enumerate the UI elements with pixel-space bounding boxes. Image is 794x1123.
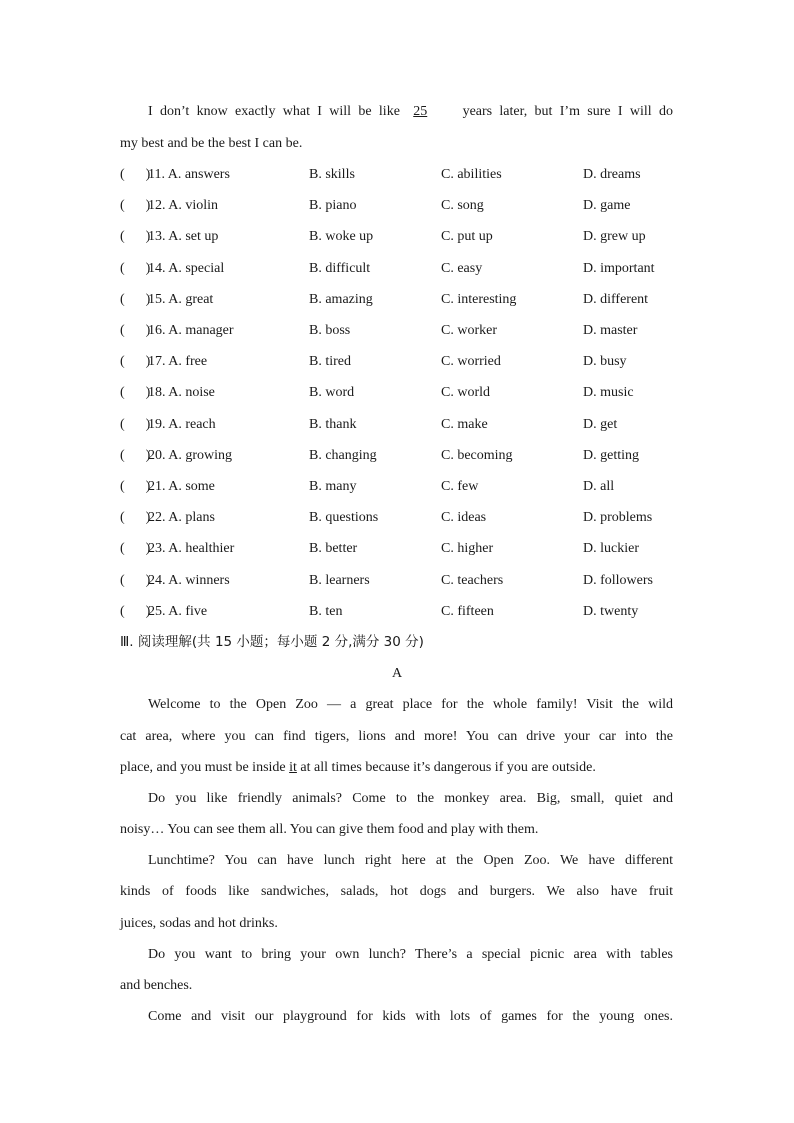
- option-c: C. fifteen: [441, 603, 494, 619]
- option-a: 24. A. winners: [148, 572, 230, 588]
- option-c: C. easy: [441, 260, 483, 276]
- option-d: D. different: [583, 291, 649, 307]
- passage-line: Come and visit our playground for kids with lots of games for the young ones.: [148, 1009, 673, 1024]
- option-b: B. piano: [309, 198, 357, 214]
- passage-line: juices, sodas and hot drinks.: [120, 916, 278, 931]
- answer-paren: ( ): [120, 385, 151, 401]
- answer-paren: ( ): [120, 447, 151, 463]
- question-row: [0, 539, 794, 559]
- question-row: [0, 446, 794, 466]
- option-a: 21. A. some: [148, 479, 215, 494]
- passage-text: place, and you must be inside: [120, 760, 286, 775]
- answer-paren: ( ): [120, 291, 151, 307]
- option-d: D. important: [583, 260, 655, 276]
- answer-blank: 25: [413, 104, 428, 119]
- answer-paren: ( ): [120, 354, 151, 370]
- question-row: [0, 227, 794, 247]
- option-a: 20. A. growing: [148, 447, 232, 463]
- option-c: C. worker: [441, 323, 497, 338]
- answer-paren: ( ): [120, 167, 151, 182]
- option-c: C. world: [441, 385, 490, 401]
- question-row: [0, 352, 794, 372]
- option-b: B. tired: [309, 354, 351, 370]
- section-title: Ⅲ. 阅读理解(共 15 小题；每小题 2 分,满分 30 分): [120, 634, 424, 650]
- option-c: C. few: [441, 479, 479, 494]
- option-d: D. master: [583, 323, 638, 338]
- option-b: B. changing: [309, 447, 377, 463]
- option-d: D. get: [583, 416, 618, 432]
- option-a: 14. A. special: [148, 260, 225, 276]
- option-d: D. getting: [583, 447, 639, 463]
- answer-paren: ( ): [120, 416, 151, 432]
- option-a: 25. A. five: [148, 603, 208, 619]
- passage-line: Welcome to the Open Zoo — a great place for the whole family! Visit the wild: [148, 697, 673, 712]
- option-a: 22. A. plans: [148, 510, 215, 526]
- intro-text-before: I don’t know exactly what I will be like: [148, 104, 400, 119]
- question-row: [0, 259, 794, 279]
- option-d: D. game: [583, 198, 631, 214]
- option-b: B. boss: [309, 323, 351, 338]
- question-row: [0, 508, 794, 528]
- answer-paren: ( ): [120, 229, 151, 245]
- question-row: [0, 571, 794, 591]
- intro-line-1: [148, 102, 673, 122]
- option-c: C. make: [441, 416, 488, 432]
- passage-text: at all times because it’s dangerous if you are outside.: [300, 760, 596, 775]
- question-row: [0, 383, 794, 403]
- question-row: [0, 290, 794, 310]
- answer-paren: ( ): [120, 260, 151, 276]
- option-b: B. amazing: [309, 291, 373, 307]
- passage-line: and benches.: [120, 978, 193, 993]
- option-d: D. dreams: [583, 167, 641, 182]
- option-b: B. learners: [309, 572, 370, 588]
- question-row: [0, 602, 794, 622]
- option-d: D. busy: [583, 354, 627, 370]
- option-d: D. all: [583, 479, 615, 494]
- passage-line: [120, 758, 673, 778]
- answer-paren: ( ): [120, 323, 151, 338]
- option-a: 16. A. manager: [148, 323, 234, 338]
- option-b: B. woke up: [309, 229, 374, 245]
- answer-paren: ( ): [120, 479, 151, 494]
- option-a: 17. A. free: [148, 354, 208, 370]
- answer-paren: ( ): [120, 541, 151, 557]
- answer-paren: ( ): [120, 572, 151, 588]
- passage-label: A: [391, 666, 403, 681]
- passage-line: Lunchtime? You can have lunch right here at the Open Zoo. We have different: [148, 853, 673, 868]
- option-b: B. ten: [309, 603, 343, 619]
- option-a: 13. A. set up: [148, 229, 219, 245]
- option-a: 19. A. reach: [148, 416, 216, 432]
- option-d: D. grew up: [583, 229, 646, 245]
- option-d: D. music: [583, 385, 634, 401]
- option-c: C. higher: [441, 541, 494, 557]
- option-c: C. ideas: [441, 510, 487, 526]
- intro-text-after: years later, but I’m sure I will do: [462, 104, 674, 119]
- question-row: [0, 415, 794, 435]
- intro-line-2: my best and be the best I can be.: [120, 136, 303, 151]
- option-c: C. worried: [441, 354, 501, 370]
- underlined-word: it: [289, 760, 297, 775]
- option-c: C. song: [441, 198, 484, 214]
- option-d: D. luckier: [583, 541, 639, 557]
- answer-paren: ( ): [120, 510, 151, 526]
- option-c: C. interesting: [441, 291, 517, 307]
- passage-line: cat area, where you can find tigers, lions and more! You can drive your car into the: [120, 729, 673, 744]
- option-b: B. questions: [309, 510, 379, 526]
- option-a: 15. A. great: [148, 291, 214, 307]
- option-d: D. twenty: [583, 603, 639, 619]
- option-a: 11. A. answers: [148, 167, 230, 182]
- option-c: C. teachers: [441, 572, 504, 588]
- option-c: C. put up: [441, 229, 493, 245]
- option-b: B. word: [309, 385, 355, 401]
- answer-paren: ( ): [120, 198, 151, 214]
- question-row: [0, 165, 794, 185]
- passage-line: noisy… You can see them all. You can give them food and play with them.: [120, 822, 539, 837]
- passage-line: kinds of foods like sandwiches, salads, hot dogs and burgers. We also have fruit: [120, 884, 673, 899]
- option-a: 18. A. noise: [148, 385, 215, 401]
- option-b: B. many: [309, 479, 357, 494]
- option-a: 12. A. violin: [148, 198, 219, 214]
- option-a: 23. A. healthier: [148, 541, 235, 557]
- passage-line: Do you want to bring your own lunch? There’s a special picnic area with tables: [148, 947, 673, 962]
- question-row: [0, 477, 794, 497]
- question-row: [0, 321, 794, 341]
- option-b: B. skills: [309, 167, 355, 182]
- passage-line: Do you like friendly animals? Come to the monkey area. Big, small, quiet and: [148, 791, 673, 806]
- option-c: C. becoming: [441, 447, 513, 463]
- option-d: D. problems: [583, 510, 653, 526]
- answer-paren: ( ): [120, 603, 151, 619]
- option-b: B. thank: [309, 416, 357, 432]
- option-c: C. abilities: [441, 167, 502, 182]
- option-b: B. difficult: [309, 260, 371, 276]
- option-b: B. better: [309, 541, 358, 557]
- question-row: [0, 196, 794, 216]
- option-d: D. followers: [583, 572, 653, 588]
